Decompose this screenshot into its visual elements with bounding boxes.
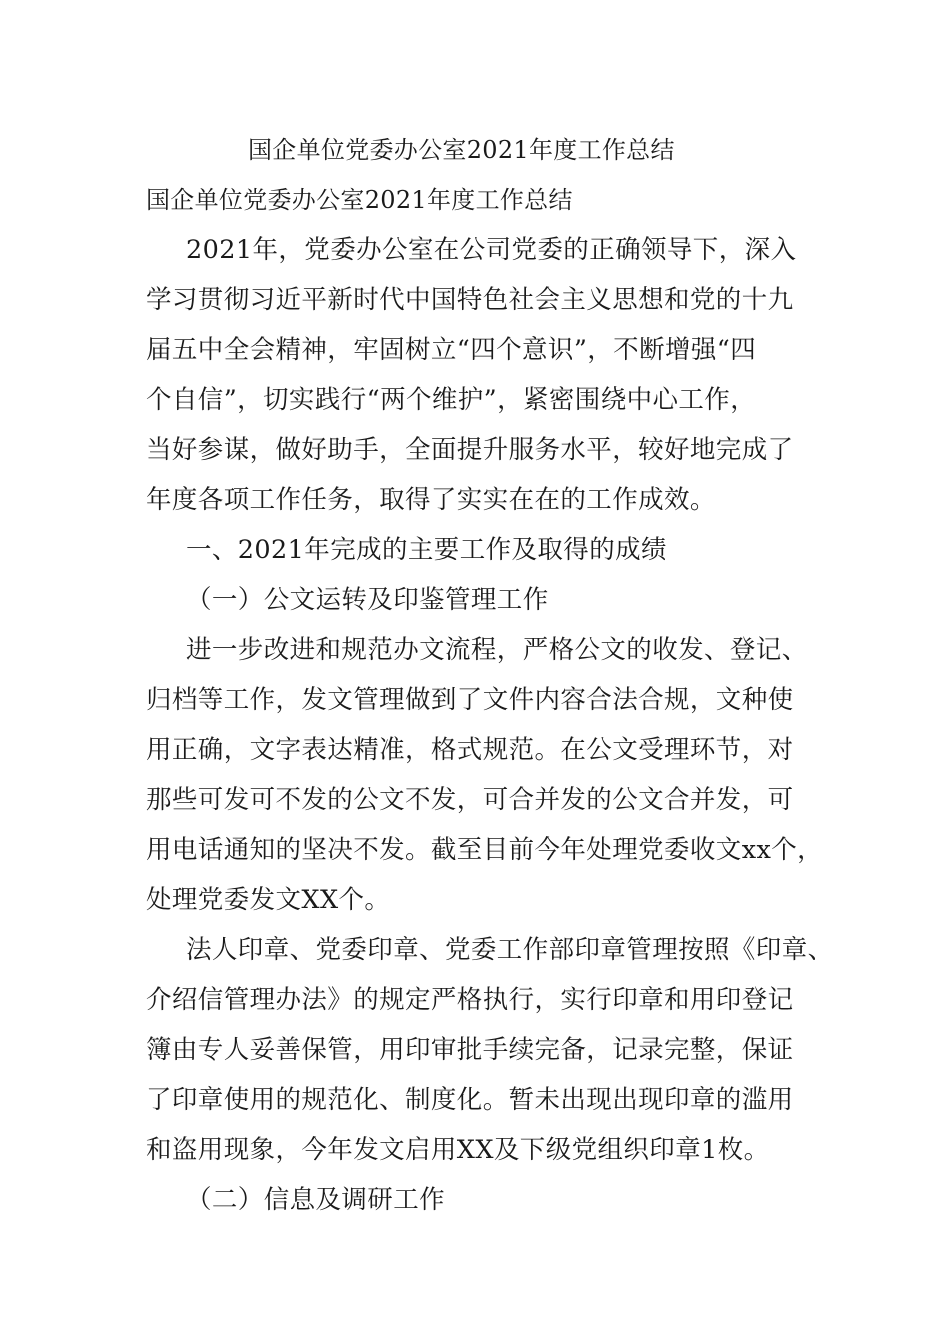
paragraph-line: 簿由专人妥善保管，用印审批手续完备，记录完整，保证 xyxy=(146,1035,794,1065)
paragraph-line: 归档等工作，发文管理做到了文件内容合法合规，文种使 xyxy=(146,685,794,715)
intro-line: 届五中全会精神，牢固树立“四个意识”，不断增强“四 xyxy=(146,335,757,365)
intro-line: 学习贯彻习近平新时代中国特色社会主义思想和党的十九 xyxy=(146,285,794,315)
intro-line: 2021年，党委办公室在公司党委的正确领导下，深入 xyxy=(186,235,797,265)
paragraph-line: 那些可发可不发的公文不发，可合并发的公文合并发，可 xyxy=(146,785,794,815)
paragraph-line: 进一步改进和规范办文流程，严格公文的收发、登记、 xyxy=(186,635,808,665)
subsection-heading: （一）公文运转及印鉴管理工作 xyxy=(186,585,549,615)
subsection-heading: （二）信息及调研工作 xyxy=(186,1185,446,1215)
intro-line: 当好参谋，做好助手，全面提升服务水平，较好地完成了 xyxy=(146,435,794,465)
paragraph-line: 用正确，文字表达精准，格式规范。在公文受理环节，对 xyxy=(146,735,794,765)
paragraph-line: 和盗用现象，今年发文启用XX及下级党组织印章1枚。 xyxy=(146,1135,770,1165)
document-title: 国企单位党委办公室2021年度工作总结 xyxy=(248,136,675,164)
document-subtitle: 国企单位党委办公室2021年度工作总结 xyxy=(146,186,573,214)
section-heading: 一、2021年完成的主要工作及取得的成绩 xyxy=(186,535,667,565)
intro-line: 年度各项工作任务，取得了实实在在的工作成效。 xyxy=(146,485,716,515)
paragraph-line: 处理党委发文XX个。 xyxy=(146,885,391,915)
paragraph-line: 了印章使用的规范化、制度化。暂未出现出现印章的滥用 xyxy=(146,1085,794,1115)
paragraph-line: 介绍信管理办法》的规定严格执行，实行印章和用印登记 xyxy=(146,985,794,1015)
intro-line: 个自信”，切实践行“两个维护”，紧密围绕中心工作， xyxy=(146,385,757,415)
paragraph-line: 法人印章、党委印章、党委工作部印章管理按照《印章、 xyxy=(186,935,834,965)
paragraph-line: 用电话通知的坚决不发。截至目前今年处理党委收文xx个， xyxy=(146,835,824,865)
